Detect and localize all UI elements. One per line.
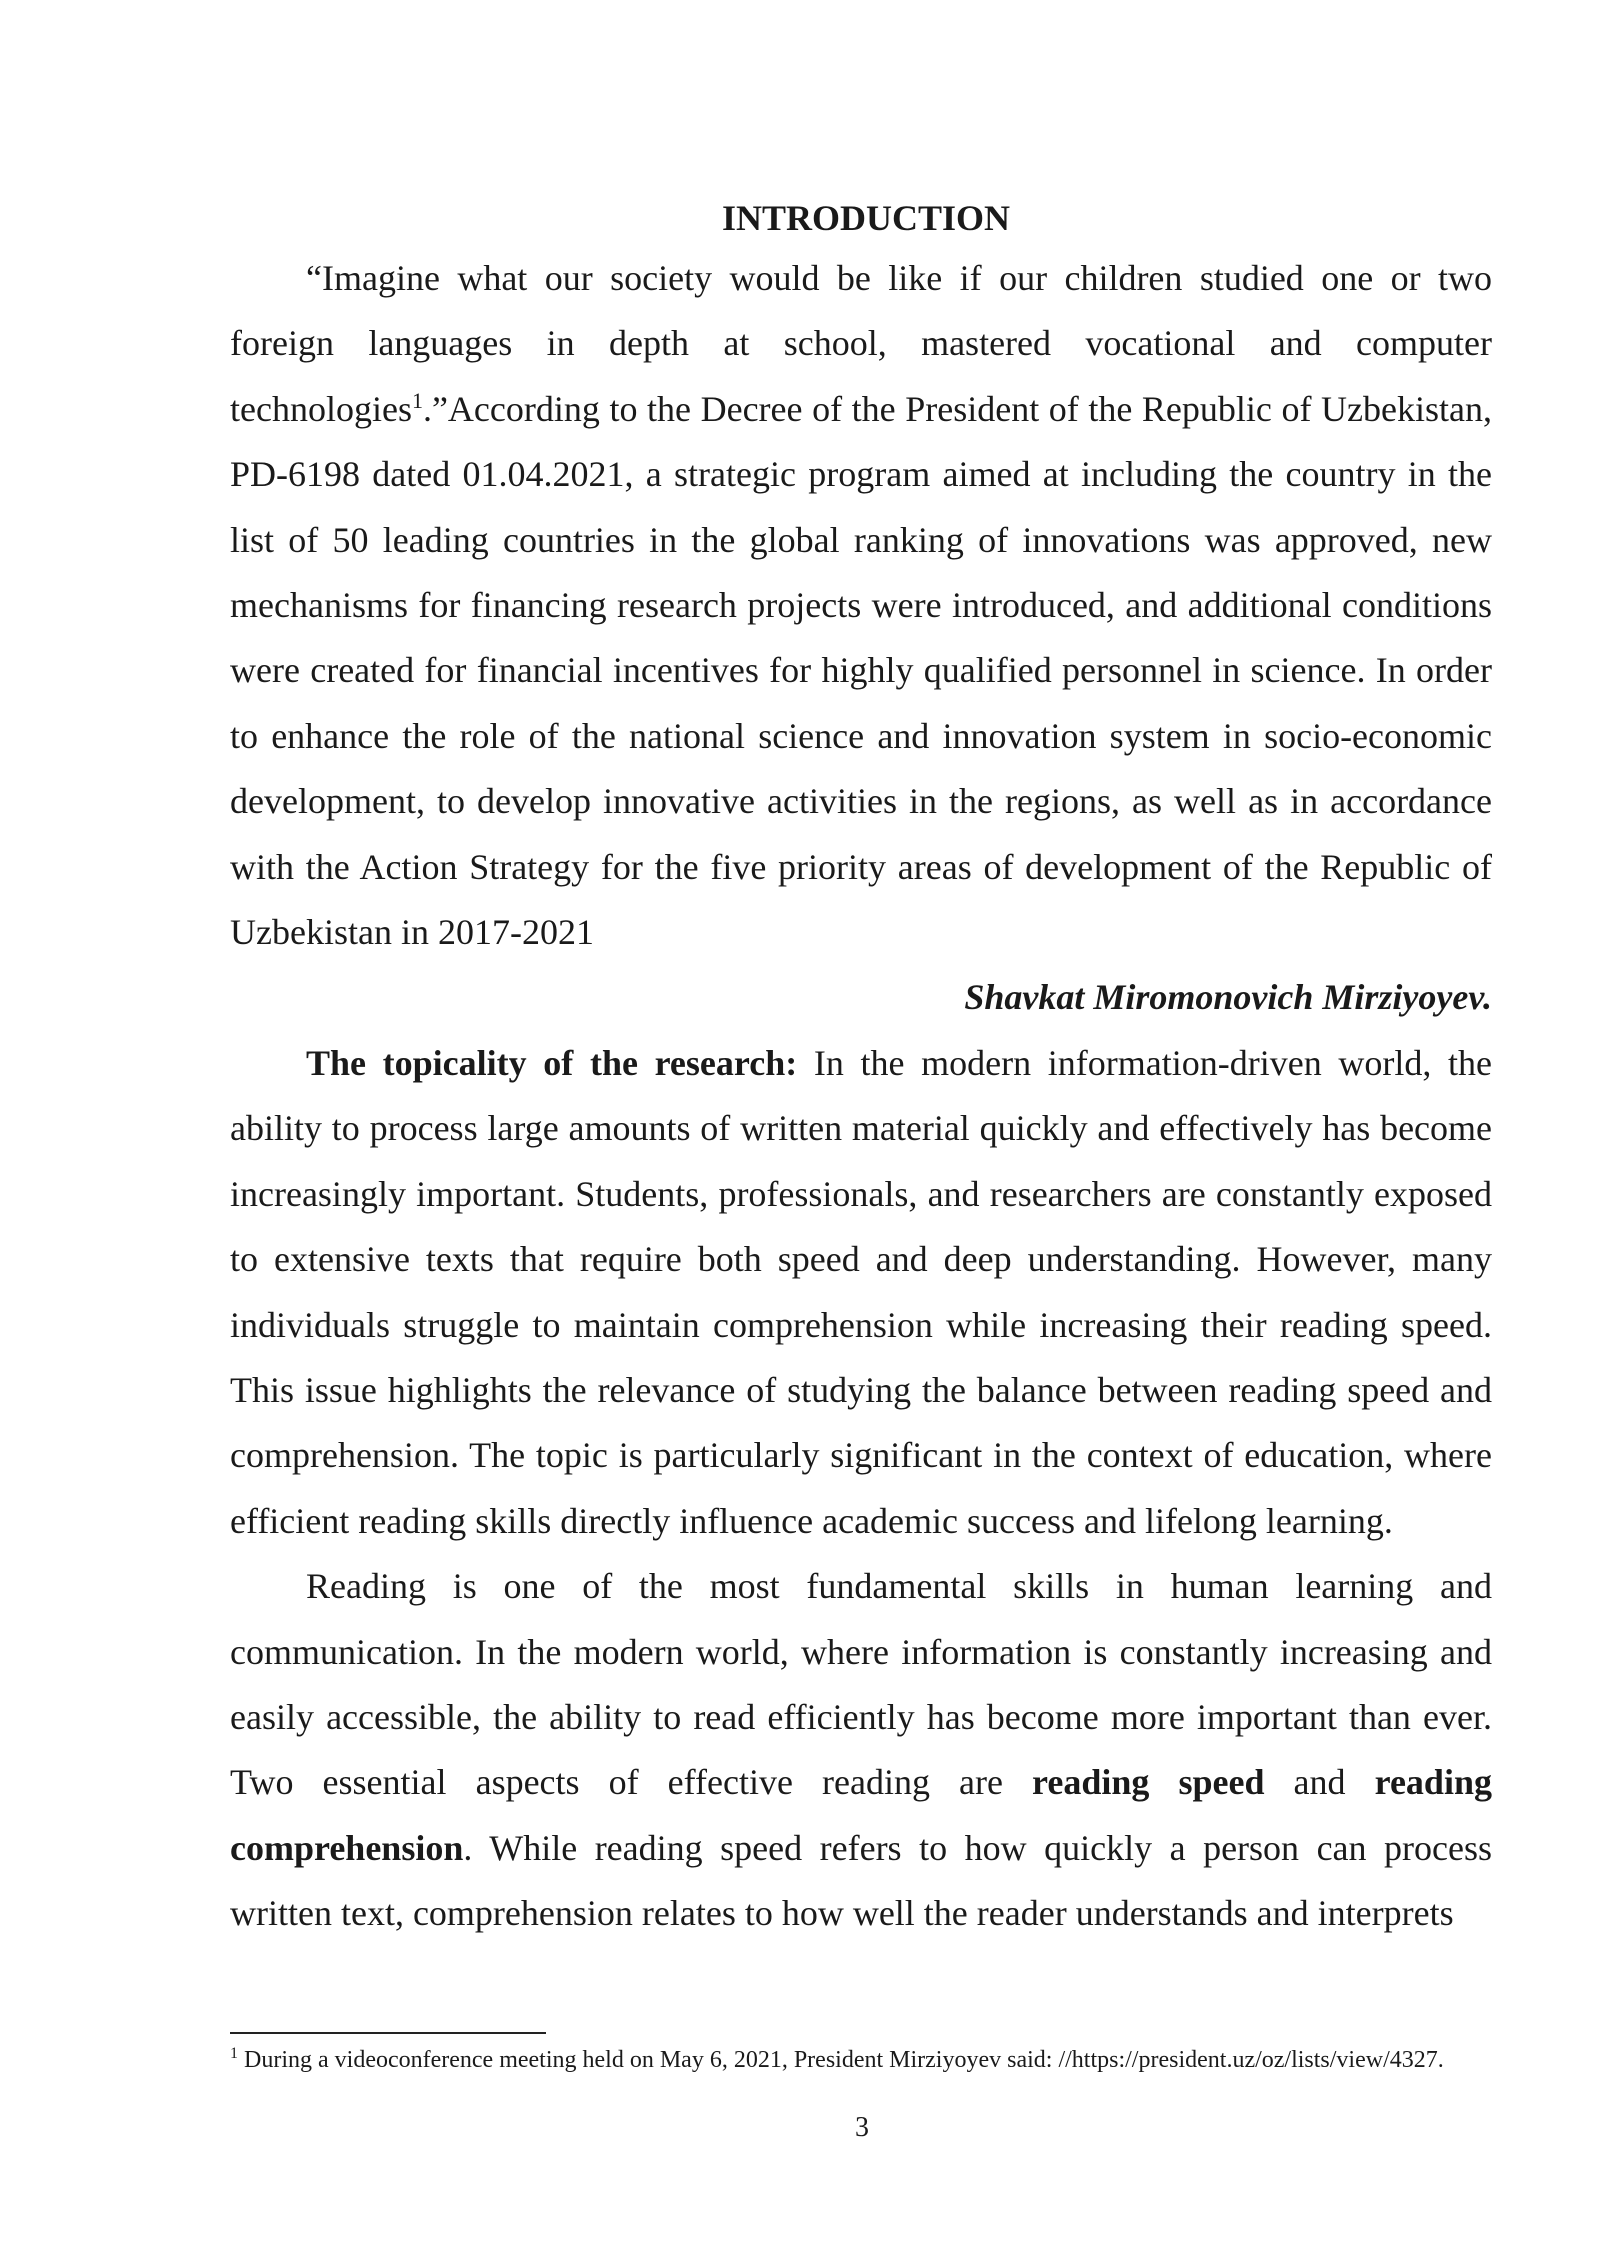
- footnote-text: During a videoconference meeting held on May 6, 2021, President Mirziyoyev said: //https://president.uz/oz/lists/view/4327.: [238, 2047, 1444, 2073]
- page-title: INTRODUCTION: [721, 198, 1011, 238]
- page-number: 3: [855, 2112, 869, 2143]
- footnote: [230, 2044, 1492, 2077]
- reading-comprehension-term: reading comprehension: [230, 1762, 1492, 1868]
- quote-text-end: .”According to the Decree of the President of the Republic of Uzbekistan, PD-6198 dated 01.04.2021, a strategic program aimed at including the country in the list of 50 leading countries in the global ranking of innovations was approved, new mechanisms for financing research projects were introduced, and additional conditions were created for financial incentives for highly qualified personnel in science. In order to enhance the role of the national science and innovation system in socio-economic development, to develop innovative activities in the regions, as well as in accordance with the Action Strategy for the five priority areas of development of the Republic of Uzbekistan in 2017-2021: [230, 388, 1492, 953]
- topicality-label: The topicality of the research:: [306, 1042, 798, 1083]
- reading-text-3: . While reading speed refers to how quickly a person can process written text, comprehension relates to how well the reader understands and interprets: [230, 1827, 1492, 1934]
- document-body: [230, 190, 1492, 1947]
- quote-text-start: “Imagine what our society would be like if our children studied one or two foreign languages in depth at school, mastered vocational and computer technologies: [230, 258, 1492, 429]
- reading-speed-term: reading speed: [1032, 1762, 1265, 1803]
- footnote-number: 1: [230, 2045, 238, 2062]
- quote-signature: Shavkat Miromonovich Mirziyoyev.: [964, 977, 1492, 1018]
- reading-text-1: Reading is one of the most fundamental skills in human learning and communication. In the modern world, where information is constantly increasing and easily accessible, the ability to read efficiently has become more important than ever. Two essential aspects of effective reading are: [230, 1566, 1492, 1803]
- topicality-text: In the modern information-driven world, the ability to process large amounts of written material quickly and effectively has become increasingly important. Students, professionals, and researchers are constantly exposed to extensive texts that require both speed and deep understanding. However, many individuals struggle to maintain comprehension while increasing their reading speed. This issue highlights the relevance of studying the balance between reading speed and comprehension. The topic is particularly significant in the context of education, where efficient reading skills directly influence academic success and lifelong learning.: [230, 1042, 1492, 1541]
- topicality-paragraph: [230, 1031, 1492, 1554]
- footnote-divider: [230, 2032, 546, 2034]
- reading-paragraph: [230, 1554, 1492, 1946]
- footnote-reference[interactable]: 1: [411, 387, 423, 413]
- reading-text-2: and: [1264, 1762, 1375, 1803]
- quote-paragraph: [230, 246, 1492, 965]
